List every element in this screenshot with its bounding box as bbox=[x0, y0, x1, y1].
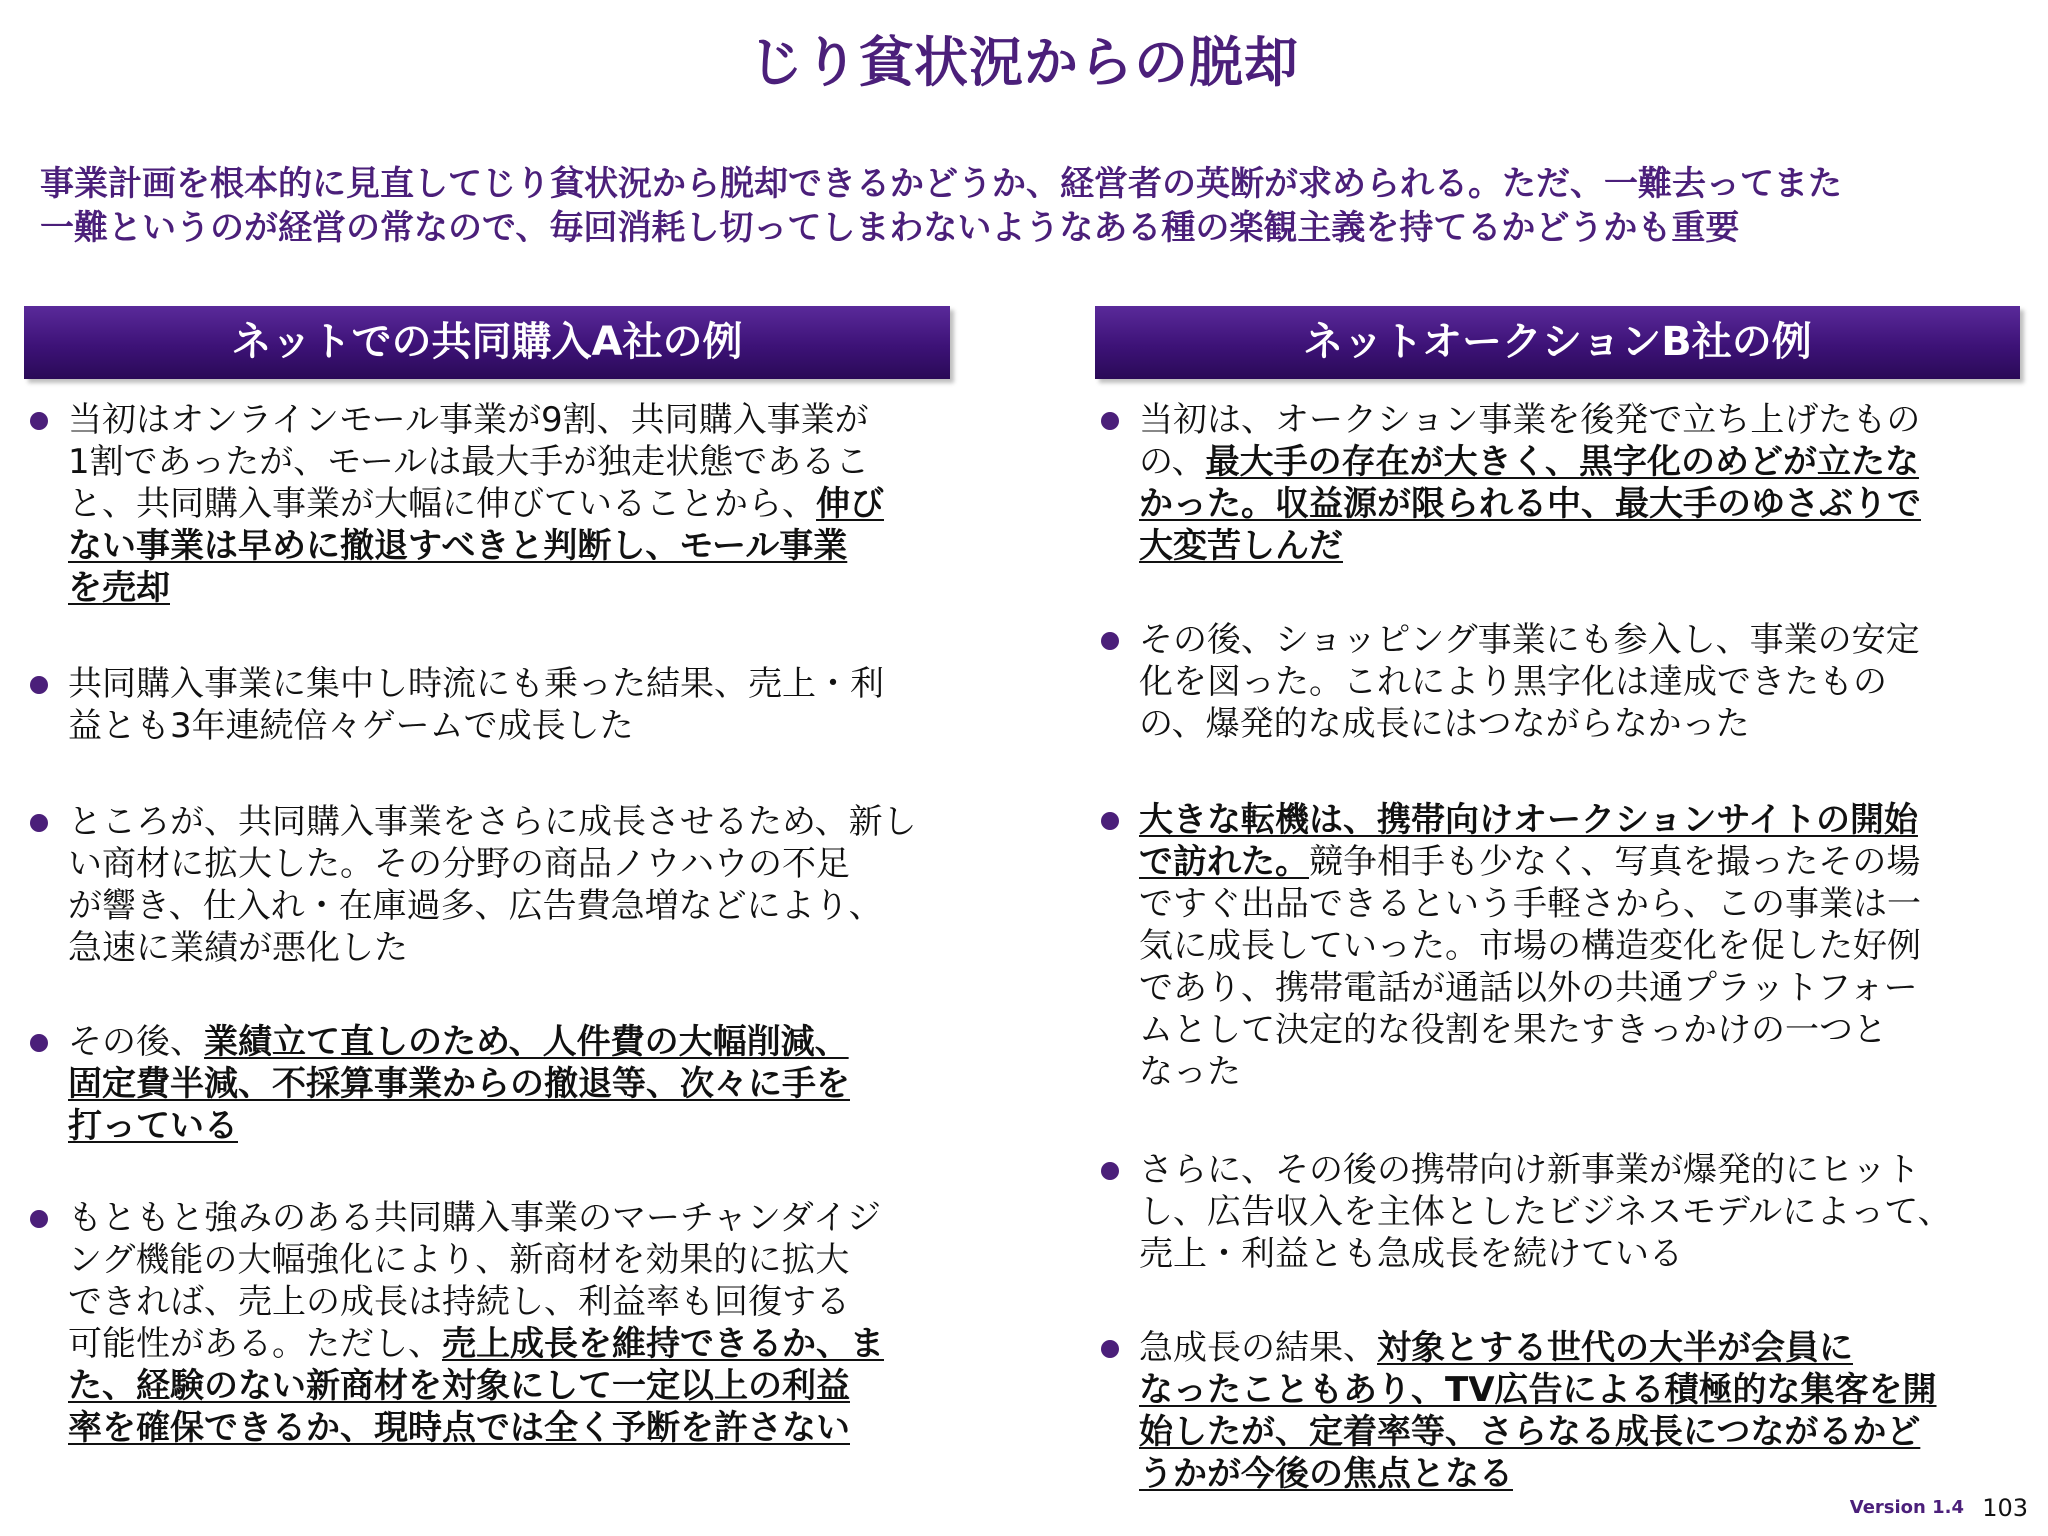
lead-line-2: 一難というのが経営の常なので、毎回消耗し切ってしまわないようなある種の楽観主義を持てるかどうかも重要 bbox=[40, 208, 1740, 248]
text-line: し、広告収入を主体としたビジネスモデルによって、 bbox=[1139, 1192, 1952, 1232]
text-line: 益とも3年連続倍々ゲームで成長した bbox=[68, 706, 634, 746]
left-bullet-3 bbox=[24, 801, 950, 969]
bullet-text bbox=[1139, 399, 2020, 567]
bullet-dot-icon bbox=[1101, 632, 1119, 650]
text-line: の、爆発的な成長にはつながらなかった bbox=[1139, 704, 1750, 744]
text-segment: 可能性がある。ただし、 bbox=[68, 1324, 442, 1364]
lead-text bbox=[40, 162, 2015, 250]
text-line: 共同購入事業に集中し時流にも乗った結果、売上・利 bbox=[68, 664, 884, 704]
emphasis-text: 大変苦しんだ bbox=[1139, 526, 1343, 566]
text-segment: 急成長の結果、 bbox=[1139, 1328, 1377, 1368]
bullet-text bbox=[68, 1021, 950, 1147]
version-label: Version 1.4 bbox=[1849, 1497, 1964, 1518]
text-line: ところが、共同購入事業をさらに成長させるため、新し bbox=[68, 802, 917, 842]
right-bullet-2 bbox=[1095, 619, 2020, 745]
right-bullet-3 bbox=[1095, 799, 2020, 1093]
emphasis-text: た、経験のない新商材を対象にして一定以上の利益 bbox=[68, 1366, 850, 1406]
emphasis-text: 最大手の存在が大きく、黒字化のめどが立たな bbox=[1205, 442, 1919, 482]
emphasis-text: 業績立て直しのため、人件費の大幅削減、 bbox=[204, 1022, 849, 1062]
text-line: その後、ショッピング事業にも参入し、事業の安定 bbox=[1139, 620, 1920, 660]
bullet-dot-icon bbox=[1101, 1340, 1119, 1358]
emphasis-text: うかが今後の焦点となる bbox=[1139, 1454, 1513, 1494]
emphasis-text: で訪れた。 bbox=[1139, 842, 1309, 882]
bullet-dot-icon bbox=[30, 814, 48, 832]
left-column-header: ネットでの共同購入A社の例 bbox=[24, 306, 950, 379]
text-line: 当初はオンラインモール事業が9割、共同購入事業が bbox=[68, 400, 869, 440]
emphasis-text: 打っている bbox=[68, 1106, 238, 1146]
bullet-dot-icon bbox=[30, 412, 48, 430]
lead-line-1: 事業計画を根本的に見直してじり貧状況から脱却できるかどうか、経営者の英断が求められる。ただ、一難去ってまた bbox=[40, 164, 1842, 204]
bullet-dot-icon bbox=[1101, 412, 1119, 430]
emphasis-text: ない事業は早めに撤退すべきと判断し、モール事業 bbox=[68, 526, 848, 566]
left-bullet-1 bbox=[24, 399, 950, 609]
page-number: 103 bbox=[1982, 1494, 2028, 1522]
text-line: さらに、その後の携帯向け新事業が爆発的にヒット bbox=[1139, 1150, 1920, 1190]
right-column-header: ネットオークションB社の例 bbox=[1095, 306, 2020, 379]
emphasis-text: 対象とする世代の大半が会員に bbox=[1377, 1328, 1853, 1368]
text-line: 急速に業績が悪化した bbox=[68, 928, 408, 968]
text-line: が響き、仕入れ・在庫過多、広告費急増などにより、 bbox=[68, 886, 883, 926]
bullet-text bbox=[68, 399, 950, 609]
text-line: 気に成長していった。市場の構造変化を促した好例 bbox=[1139, 926, 1921, 966]
text-segment: の、 bbox=[1139, 442, 1206, 482]
left-bullet-4 bbox=[24, 1021, 950, 1147]
bullet-text bbox=[68, 1197, 950, 1449]
text-line: ムとして決定的な役割を果たすきっかけの一つと bbox=[1139, 1010, 1887, 1050]
left-bullet-2 bbox=[24, 663, 950, 747]
bullet-dot-icon bbox=[1101, 812, 1119, 830]
bullet-text bbox=[68, 801, 950, 969]
emphasis-text: なったこともあり、TV広告による積極的な集客を開 bbox=[1139, 1370, 1937, 1410]
text-line: ですぐ出品できるという手軽さから、この事業は一 bbox=[1139, 884, 1921, 924]
emphasis-text: 伸び bbox=[816, 484, 884, 524]
right-bullet-5 bbox=[1095, 1327, 2020, 1495]
text-line: い商材に拡大した。その分野の商品ノウハウの不足 bbox=[68, 844, 850, 884]
text-line bbox=[1139, 1327, 2020, 1369]
bullet-dot-icon bbox=[30, 1210, 48, 1228]
text-line: であり、携帯電話が通話以外の共通プラットフォー bbox=[1139, 968, 1918, 1008]
bullet-text bbox=[68, 663, 950, 747]
bullet-text bbox=[1139, 619, 2020, 745]
emphasis-text: 売上成長を維持できるか、ま bbox=[442, 1324, 884, 1364]
bullet-dot-icon bbox=[30, 676, 48, 694]
emphasis-text: かった。収益源が限られる中、最大手のゆさぶりで bbox=[1139, 484, 1921, 524]
text-line: なった bbox=[1139, 1052, 1241, 1092]
text-segment: 競争相手も少なく、写真を撮ったその場 bbox=[1309, 842, 1921, 882]
text-line: 1割であったが、モールは最大手が独走状態であるこ bbox=[68, 442, 870, 482]
text-line: 化を図った。これにより黒字化は達成できたもの bbox=[1139, 662, 1887, 702]
emphasis-text: 固定費半減、不採算事業からの撤退等、次々に手を bbox=[68, 1064, 850, 1104]
text-line bbox=[68, 483, 950, 525]
left-bullet-5 bbox=[24, 1197, 950, 1449]
bullet-text bbox=[1139, 1149, 2020, 1275]
text-line: できれば、売上の成長は持続し、利益率も回復する bbox=[68, 1282, 850, 1322]
text-line bbox=[68, 1323, 950, 1365]
right-bullet-1 bbox=[1095, 399, 2020, 567]
bullet-text bbox=[1139, 799, 2020, 1093]
left-column bbox=[24, 306, 950, 1448]
emphasis-text: を売却 bbox=[68, 568, 170, 608]
text-line: もともと強みのある共同購入事業のマーチャンダイジ bbox=[68, 1198, 881, 1238]
text-line bbox=[1139, 841, 2020, 883]
right-column bbox=[1095, 306, 2020, 1494]
text-line: 売上・利益とも急成長を続けている bbox=[1139, 1234, 1683, 1274]
text-segment: その後、 bbox=[68, 1022, 204, 1062]
right-bullet-4 bbox=[1095, 1149, 2020, 1275]
emphasis-text: 始したが、定着率等、さらなる成長につながるかど bbox=[1139, 1412, 1921, 1452]
bullet-text bbox=[1139, 1327, 2020, 1495]
emphasis-text: 大きな転機は、携帯向けオークションサイトの開始 bbox=[1139, 800, 1918, 840]
bullet-dot-icon bbox=[30, 1034, 48, 1052]
text-line bbox=[1139, 441, 2020, 483]
emphasis-text: 率を確保できるか、現時点では全く予断を許さない bbox=[68, 1408, 850, 1448]
text-line: ング機能の大幅強化により、新商材を効果的に拡大 bbox=[68, 1240, 850, 1280]
text-segment: と、共同購入事業が大幅に伸びていることから、 bbox=[68, 484, 816, 524]
text-line bbox=[68, 1021, 950, 1063]
page-title: じり貧状況からの脱却 bbox=[749, 31, 1299, 94]
bullet-dot-icon bbox=[1101, 1162, 1119, 1180]
text-line: 当初は、オークション事業を後発で立ち上げたもの bbox=[1139, 400, 1921, 440]
